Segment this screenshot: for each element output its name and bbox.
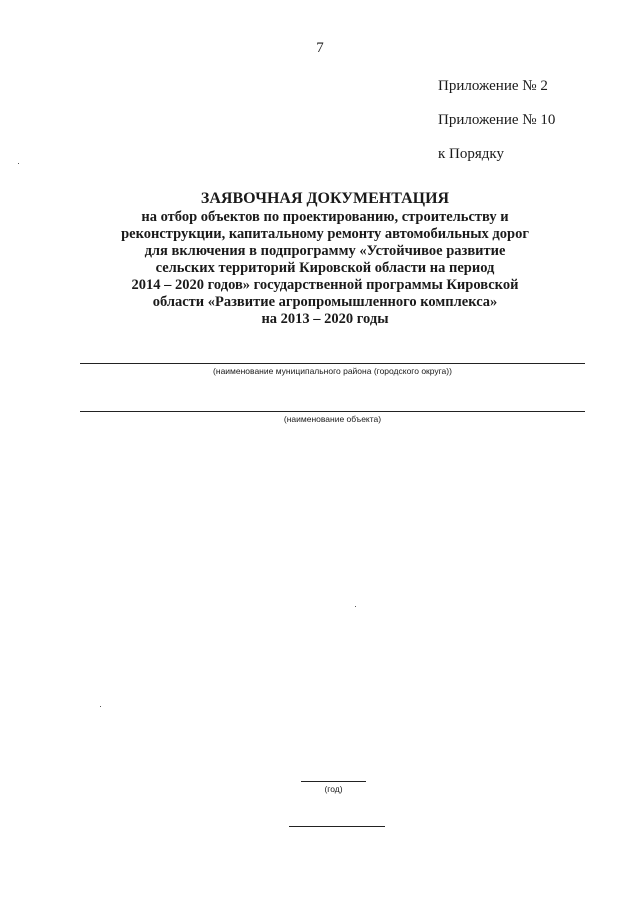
year-line — [301, 781, 366, 782]
title-line-1: на отбор объектов по проектированию, строительству и — [141, 209, 509, 225]
object-name-caption: (наименование объекта) — [283, 414, 382, 424]
object-name-line — [80, 411, 585, 412]
document-title: ЗАЯВОЧНАЯ ДОКУМЕНТАЦИЯ — [200, 190, 450, 207]
title-line-2: реконструкции, капитальному ремонту автомобильных дорог — [121, 226, 529, 242]
year-caption: (год) — [324, 784, 343, 794]
title-line-4: сельских территорий Кировской области на период — [155, 260, 495, 276]
appendix-order-label: к Порядку — [438, 146, 504, 162]
appendix-label-2: Приложение № 2 — [438, 78, 548, 94]
title-line-6: области «Развитие агропромышленного комплекса» — [152, 294, 498, 310]
page-number: 7 — [316, 40, 324, 56]
scan-speck — [18, 163, 19, 164]
scan-speck — [100, 706, 101, 707]
scan-speck — [355, 606, 356, 607]
title-line-5: 2014 – 2020 годов» государственной программы Кировской — [131, 277, 519, 293]
appendix-label-10: Приложение № 10 — [438, 112, 556, 128]
bottom-line — [289, 826, 385, 827]
title-line-7: на 2013 – 2020 годы — [261, 311, 389, 327]
title-line-3: для включения в подпрограмму «Устойчивое развитие — [144, 243, 506, 259]
district-name-line — [80, 363, 585, 364]
district-name-caption: (наименование муниципального района (городского округа)) — [213, 366, 452, 376]
document-title-block — [90, 190, 560, 328]
